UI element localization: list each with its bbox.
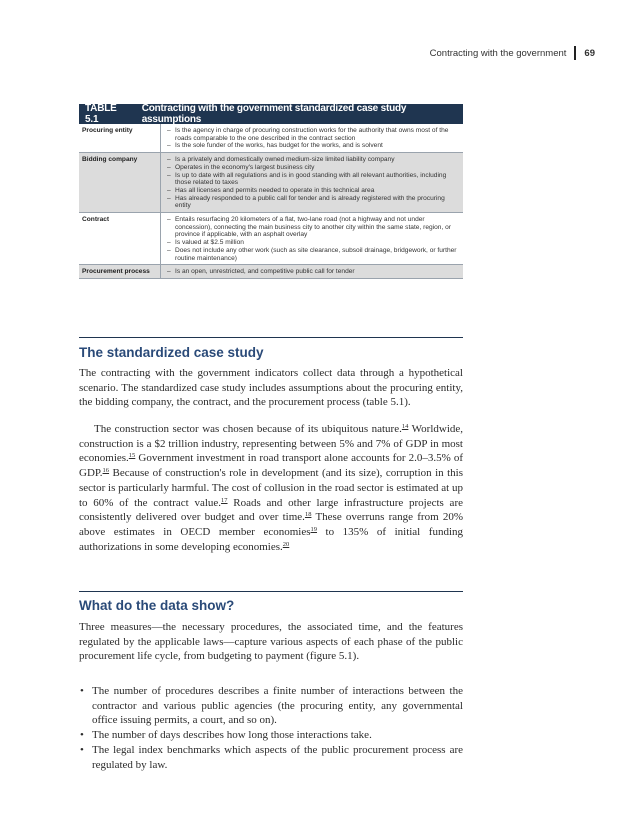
section-rule xyxy=(79,337,463,338)
page-number: 69 xyxy=(584,47,595,59)
bullet-list xyxy=(79,684,463,772)
row-label: Contract xyxy=(79,213,161,265)
list-item: • The number of days describes how long those interactions take. xyxy=(79,728,463,743)
row-label: Bidding company xyxy=(79,153,161,213)
section-heading: What do the data show? xyxy=(79,598,235,613)
list-item: – Is the sole funder of the works, has budget for the works, and is solvent xyxy=(167,142,459,150)
row-label: Procurement process xyxy=(79,265,161,279)
table-5-1 xyxy=(79,104,463,279)
list-item: • The legal index benchmarks which aspects of the public procurement process are regulated by law. xyxy=(79,743,463,772)
list-item: • The number of procedures describes a finite number of interactions between the contractor and various public agencies (the procuring entity, any governmental office issuing permits, a court, and so on). xyxy=(79,684,463,728)
table-row xyxy=(79,265,463,279)
footnote-ref[interactable]: 17 xyxy=(221,496,228,504)
section-title: Contracting with the government xyxy=(429,47,567,59)
running-header xyxy=(430,46,595,60)
row-label: Procuring entity xyxy=(79,124,161,153)
paragraph: Three measures—the necessary procedures, the associated time, and the features regulated by the applicable laws—capture various aspects of each phase of the public procurement life cycle, from budgeting to payment (figure 5.1). xyxy=(79,621,463,663)
row-items xyxy=(167,127,459,150)
list-item: – Entails resurfacing 20 kilometers of a flat, two-lane road (not a highway and not under concession), connecting the main business city to another city within the same state, region, or province if applicable, with an asphalt overlay xyxy=(167,216,459,239)
list-item: – Is an open, unrestricted, and competitive public call for tender xyxy=(167,268,459,276)
footnote-ref[interactable]: 14 xyxy=(401,423,409,430)
row-items xyxy=(167,268,459,276)
table-row xyxy=(79,124,463,153)
table-number: TABLE 5.1 xyxy=(85,103,117,125)
header-divider xyxy=(574,46,576,60)
row-items xyxy=(167,156,459,210)
table-row xyxy=(79,213,463,265)
footnote-ref[interactable]: 18 xyxy=(304,511,312,519)
list-item: – Is up to date with all regulations and is in good standing with all relevant authorities, including those related to taxes xyxy=(167,172,459,187)
list-item: – Is valued at $2.5 million xyxy=(167,239,459,247)
table-row xyxy=(79,153,463,213)
table-title: Contracting with the government standardized case study assumptions xyxy=(141,103,407,125)
table-title-bar xyxy=(79,104,463,124)
assumptions-table xyxy=(79,124,463,279)
list-item: – Is a privately and domestically owned medium-size limited liability company xyxy=(167,156,459,164)
list-item: – Is the agency in charge of procuring construction works for the authority that owns most of the roads comparable to the one described in the contract section xyxy=(167,127,459,142)
footnote-ref[interactable]: 19 xyxy=(310,525,318,533)
list-item: – Does not include any other work (such as site clearance, subsoil drainage, bridgework, or further routine maintenance) xyxy=(167,247,459,262)
paragraph: The contracting with the government indicators collect data through a hypothetical scenario. The standardized case study includes assumptions about the procuring entity, the bidding company, the contract, and the procurement process (table 5.1). xyxy=(79,367,463,409)
section-rule xyxy=(79,591,463,592)
footnote-ref[interactable]: 20 xyxy=(282,540,290,548)
footnote-ref[interactable]: 16 xyxy=(102,467,110,475)
paragraph: The construction sector was chosen because of its ubiquitous nature.$^{14}$ Worldwide, construction is a $2 trillion industry, representing between 5% and 7% of GDP in most economies.$^{15}$ Government investment in road transport alone accounts for 2.0–3.5% of GDP.$^{16}$ Because of construction's role in development (and its size), corruption in this sector is particularly harmful. The cost of collusion in the road sector is estimated at up to 60% of the contract value.$^{17}$ Roads and other large infrastructure projects are consistently delivered over budget and over time.$^{18}$ These overruns range from 20% above estimates in OECD member economies$^{19}$ to 135% of initial funding authorizations in some developing economies.$^{20}$ xyxy=(79,423,464,553)
list-item: – Operates in the economy's largest business city xyxy=(167,164,459,172)
row-items xyxy=(167,216,459,262)
footnote-ref[interactable]: 15 xyxy=(128,452,136,460)
list-item: – Has already responded to a public call for tender and is already registered with the procuring entity xyxy=(167,195,459,210)
section-heading: The standardized case study xyxy=(79,345,264,360)
list-item: – Has all licenses and permits needed to operate in this technical area xyxy=(167,187,459,195)
